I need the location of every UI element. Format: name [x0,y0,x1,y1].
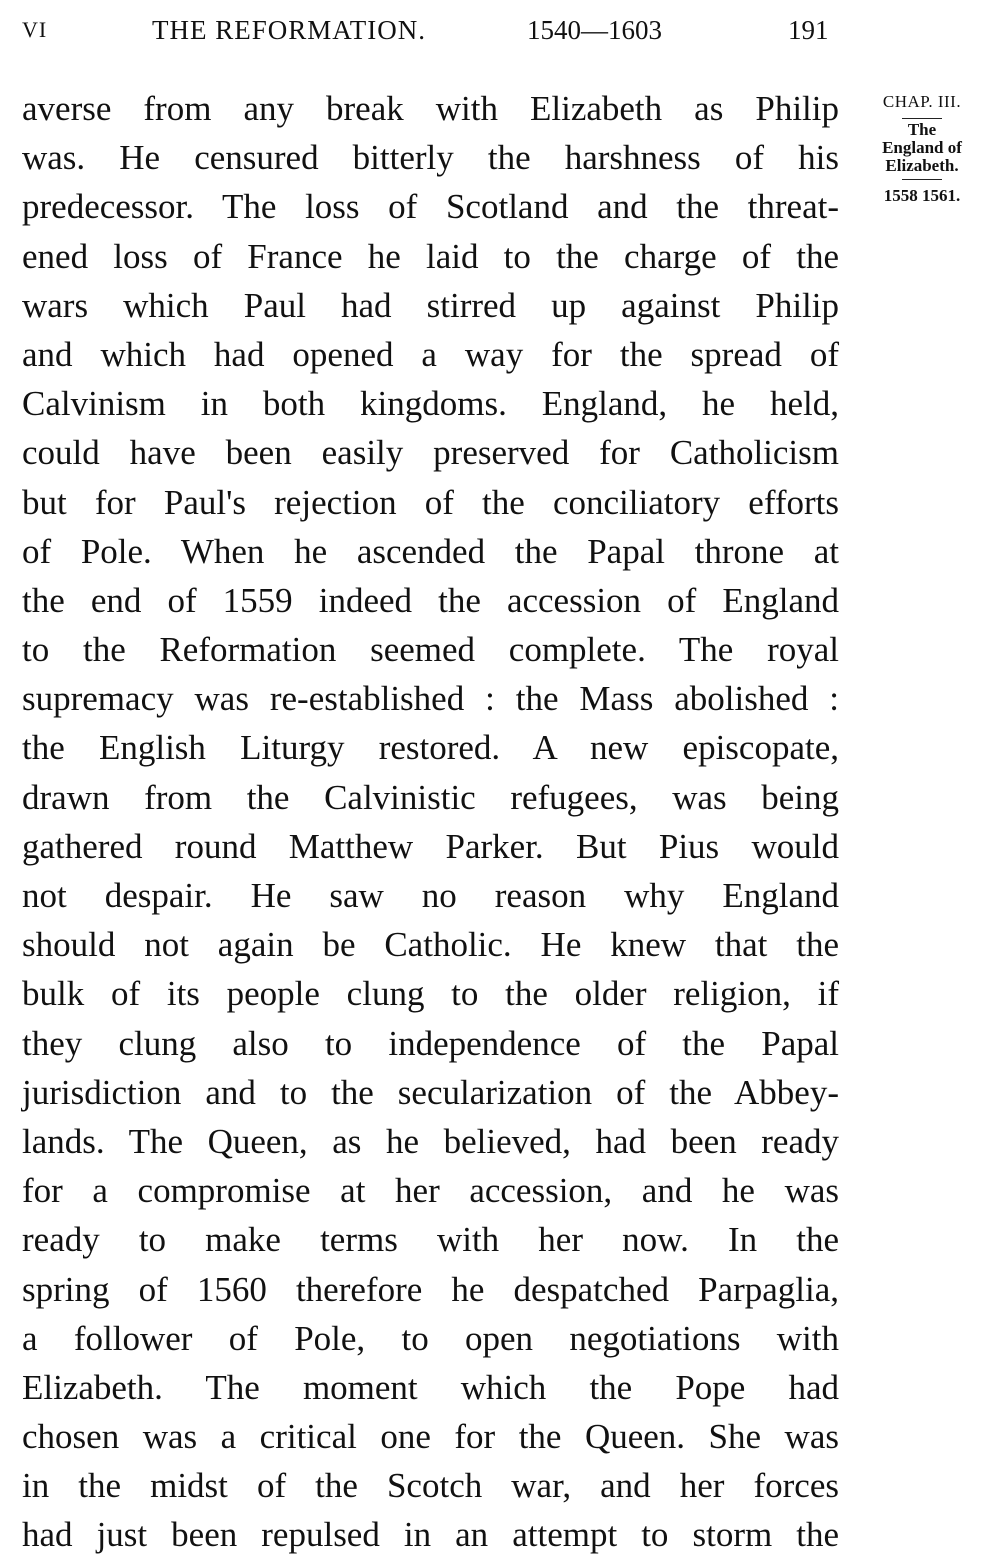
text-line: lands. The Queen, as he believed, had been ready [22,1121,839,1161]
text-line: had just been repulsed in an attempt to storm the [22,1515,839,1555]
text-line: but for Paul's rejection of the conciliatory efforts [22,482,839,522]
page-number: 191 [788,15,829,45]
sidenote-topic [852,121,992,175]
text-line: the English Liturgy restored. A new episcopate, [22,728,839,768]
text-line: Calvinism in both kingdoms. England, he held, [22,384,839,424]
text-line: chosen was a critical one for the Queen. She was [22,1417,839,1457]
running-header [0,10,1000,50]
text-line: wars which Paul had stirred up against Philip [22,285,839,325]
text-line: averse from any break with Elizabeth as Philip [22,89,839,128]
text-line: of Pole. When he ascended the Papal throne at [22,531,839,571]
body-text [22,84,839,1560]
sidenote-years: 1558 1561. [883,186,961,205]
text-line: could have been easily preserved for Catholicism [22,433,839,473]
text-line: drawn from the Calvinistic refugees, was being [22,777,839,817]
text-line: ready to make terms with her now. In the [22,1220,839,1260]
text-line: spring of 1560 therefore he despatched Parpaglia, [22,1269,839,1309]
sidenote-divider [902,179,942,180]
text-line: and which had opened a way for the spread of [22,334,839,374]
sidenote-topic-line: England of [882,138,962,157]
text-line: to the Reformation seemed complete. The royal [22,630,839,670]
header-dates: 1540—1603 [527,15,662,45]
text-line: jurisdiction and to the secularization of the Abbey- [22,1072,839,1112]
text-line: ened loss of France he laid to the charge of the [22,236,839,276]
text-line: supremacy was re-established : the Mass abolished : [22,679,839,719]
text-line: not despair. He saw no reason why England [22,876,839,915]
text-line: for a compromise at her accession, and he was [22,1171,839,1211]
header-title: THE REFORMATION. [152,15,427,45]
text-line: gathered round Matthew Parker. But Pius would [22,826,839,866]
text-line: should not again be Catholic. He knew that the [22,925,839,965]
margin-sidenote [852,90,992,208]
sidenote-divider [902,118,942,119]
text-line: was. He censured bitterly the harshness of his [22,138,839,178]
text-line: predecessor. The loss of Scotland and the threat- [22,187,839,227]
text-line: they clung also to independence of the Papal [22,1023,839,1063]
text-line: bulk of its people clung to the older religion, if [22,974,839,1014]
header-chapter-numeral: VI [22,17,48,42]
text-line: a follower of Pole, to open negotiations with [22,1318,839,1358]
sidenote-chapter: CHAP. III. [882,92,962,111]
sidenote-topic-line: Elizabeth. [885,156,959,175]
text-line: in the midst of the Scotch war, and her forces [22,1466,839,1506]
sidenote-topic-line: The [907,120,937,139]
text-line: the end of 1559 indeed the accession of England [22,580,839,620]
text-line: Elizabeth. The moment which the Pope had [22,1367,839,1407]
